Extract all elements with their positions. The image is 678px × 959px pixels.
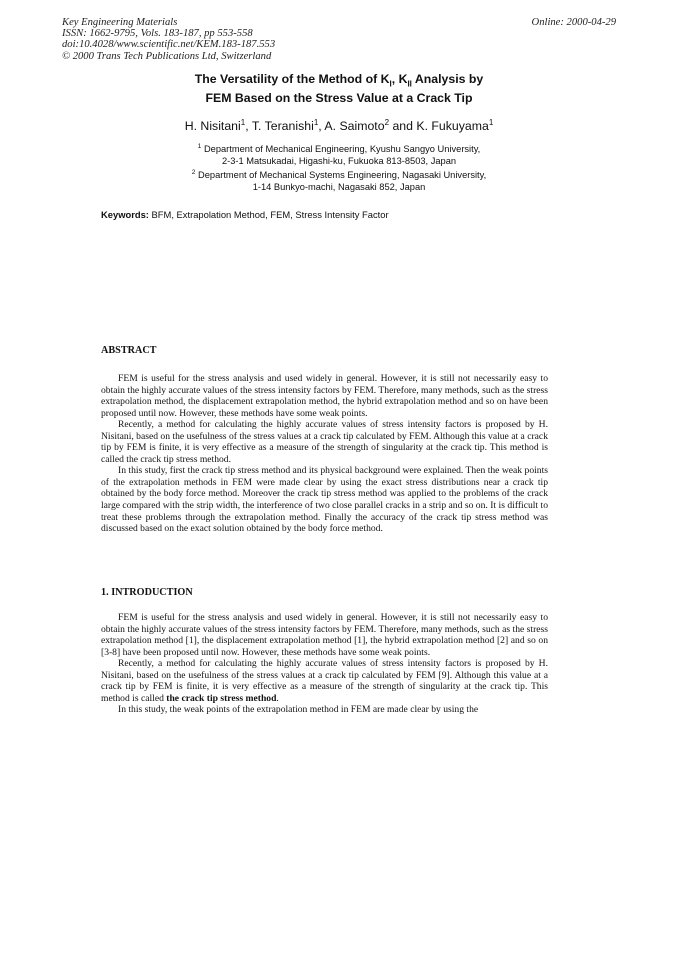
introduction-paragraph [101, 658, 548, 704]
title-text: Analysis by [411, 72, 484, 86]
affiliation-mark: 2 [384, 118, 390, 127]
title-subscript: I [389, 79, 392, 89]
author-name: , T. Teranishi [245, 119, 314, 134]
introduction-paragraph: In this study, the weak points of the extrapolation method in FEM are made clear by using the [118, 704, 479, 716]
abstract-heading: ABSTRACT [101, 345, 157, 356]
abstract-paragraph: FEM is useful for the stress analysis and used widely in general. However, it is still not necessarily easy to obtain the highly accurate values of the stress intensity factors by FEM. Therefore, many methods, such as the stress extrapolation method, the displacement extrapolation method, the hybrid extrapolation method and so on have been proposed until now. However, these methods have some weak points. [101, 373, 548, 419]
introduction-body [101, 612, 548, 716]
paragraph-text: . [276, 692, 279, 704]
abstract-paragraph: In this study, first the crack tip stress method and its physical background were explained. Then the weak points of the extrapolation methods in FEM were made clear by using the exact stress distributions near a crack tip obtained by the body force method. Moreover the crack tip stress method was applied to the problems of the crack large compared with the strip width, the interference of two close parallel cracks in a strip and so on. It is difficult to treat these problems through the extrapolation method. Finally the accuracy of the crack tip stress method was discussed based on the exact solution obtained by the body force method. [101, 465, 548, 535]
introduction-paragraph: FEM is useful for the stress analysis and used widely in general. However, it is still not necessarily easy to obtain the highly accurate values of the stress intensity factors by FEM. Therefore, many methods, such as the stress extrapolation method [1], the displacement extrapolation method [1], the hybrid extrapolation method [2] and so on [3-8] have been proposed until now. However, these methods have some weak points. [101, 612, 548, 658]
affiliation-mark: 2 [191, 169, 196, 176]
affiliation-2 [0, 167, 678, 193]
paper-title [0, 72, 678, 106]
keywords-label: Keywords: [101, 209, 149, 220]
title-line-2: FEM Based on the Stress Value at a Crack Tip [205, 91, 473, 106]
doi-line: doi:10.4028/www.scientific.net/KEM.183-187.553 [62, 39, 276, 51]
affiliation-mark: 1 [488, 118, 494, 127]
affiliation-1 [0, 141, 678, 167]
title-text: , K [391, 72, 408, 86]
affiliation-text: Department of Mechanical Systems Engineering, Nagasaki University, [198, 170, 487, 181]
author-list [0, 118, 678, 133]
keywords [101, 209, 389, 220]
affiliation-mark: 1 [240, 118, 246, 127]
title-line-1 [0, 72, 678, 91]
author-name: , A. Saimoto [318, 119, 385, 134]
affiliation-line [0, 141, 678, 155]
affiliation-address: 2-3-1 Matsukadai, Higashi-ku, Fukuoka 813-8503, Japan [221, 156, 457, 167]
journal-name: Key Engineering Materials [62, 17, 178, 28]
online-date: Online: 2000-04-29 [531, 17, 616, 28]
paragraph-text: Recently, a method for calculating the highly accurate values of stress intensity factors is proposed by H. Nisitani, based on the usefulness of the stress values at a crack tip calculated by FEM [9]. Although this value at a crack tip by FEM is finite, it is very effective as a measure of the strength of singularity at the crack tip. This method is called [101, 658, 548, 704]
issn-line: ISSN: 1662-9795, Vols. 183-187, pp 553-558 [62, 28, 253, 40]
title-subscript: II [407, 79, 412, 89]
abstract-body [101, 373, 548, 535]
abstract-paragraph: Recently, a method for calculating the highly accurate values of stress intensity factors is proposed by H. Nisitani, based on the usefulness of the stress values at a crack tip calculated by FEM. Although this value at a crack tip by FEM is finite, it is very effective as a measure of the strength of singularity at the crack tip. This method is called the crack tip stress method. [101, 419, 548, 465]
affiliation-mark: 1 [313, 118, 319, 127]
affiliation-text: Department of Mechanical Engineering, Kyushu Sangyo University, [203, 144, 481, 155]
introduction-heading: 1. INTRODUCTION [101, 587, 193, 598]
method-name-emphasis: the crack tip stress method [166, 692, 277, 704]
affiliation-address: 1-14 Bunkyo-machi, Nagasaki 852, Japan [252, 182, 426, 193]
publication-info [62, 17, 275, 62]
affiliation-line [0, 167, 678, 181]
author-name: and K. Fukuyama [389, 119, 489, 134]
title-text: The Versatility of the Method of K [194, 72, 390, 86]
copyright-line: © 2000 Trans Tech Publications Ltd, Switzerland [62, 50, 272, 62]
affiliation-mark: 1 [197, 143, 202, 150]
keywords-list: BFM, Extrapolation Method, FEM, Stress Intensity Factor [148, 209, 389, 220]
author-name: H. Nisitani [184, 119, 241, 134]
